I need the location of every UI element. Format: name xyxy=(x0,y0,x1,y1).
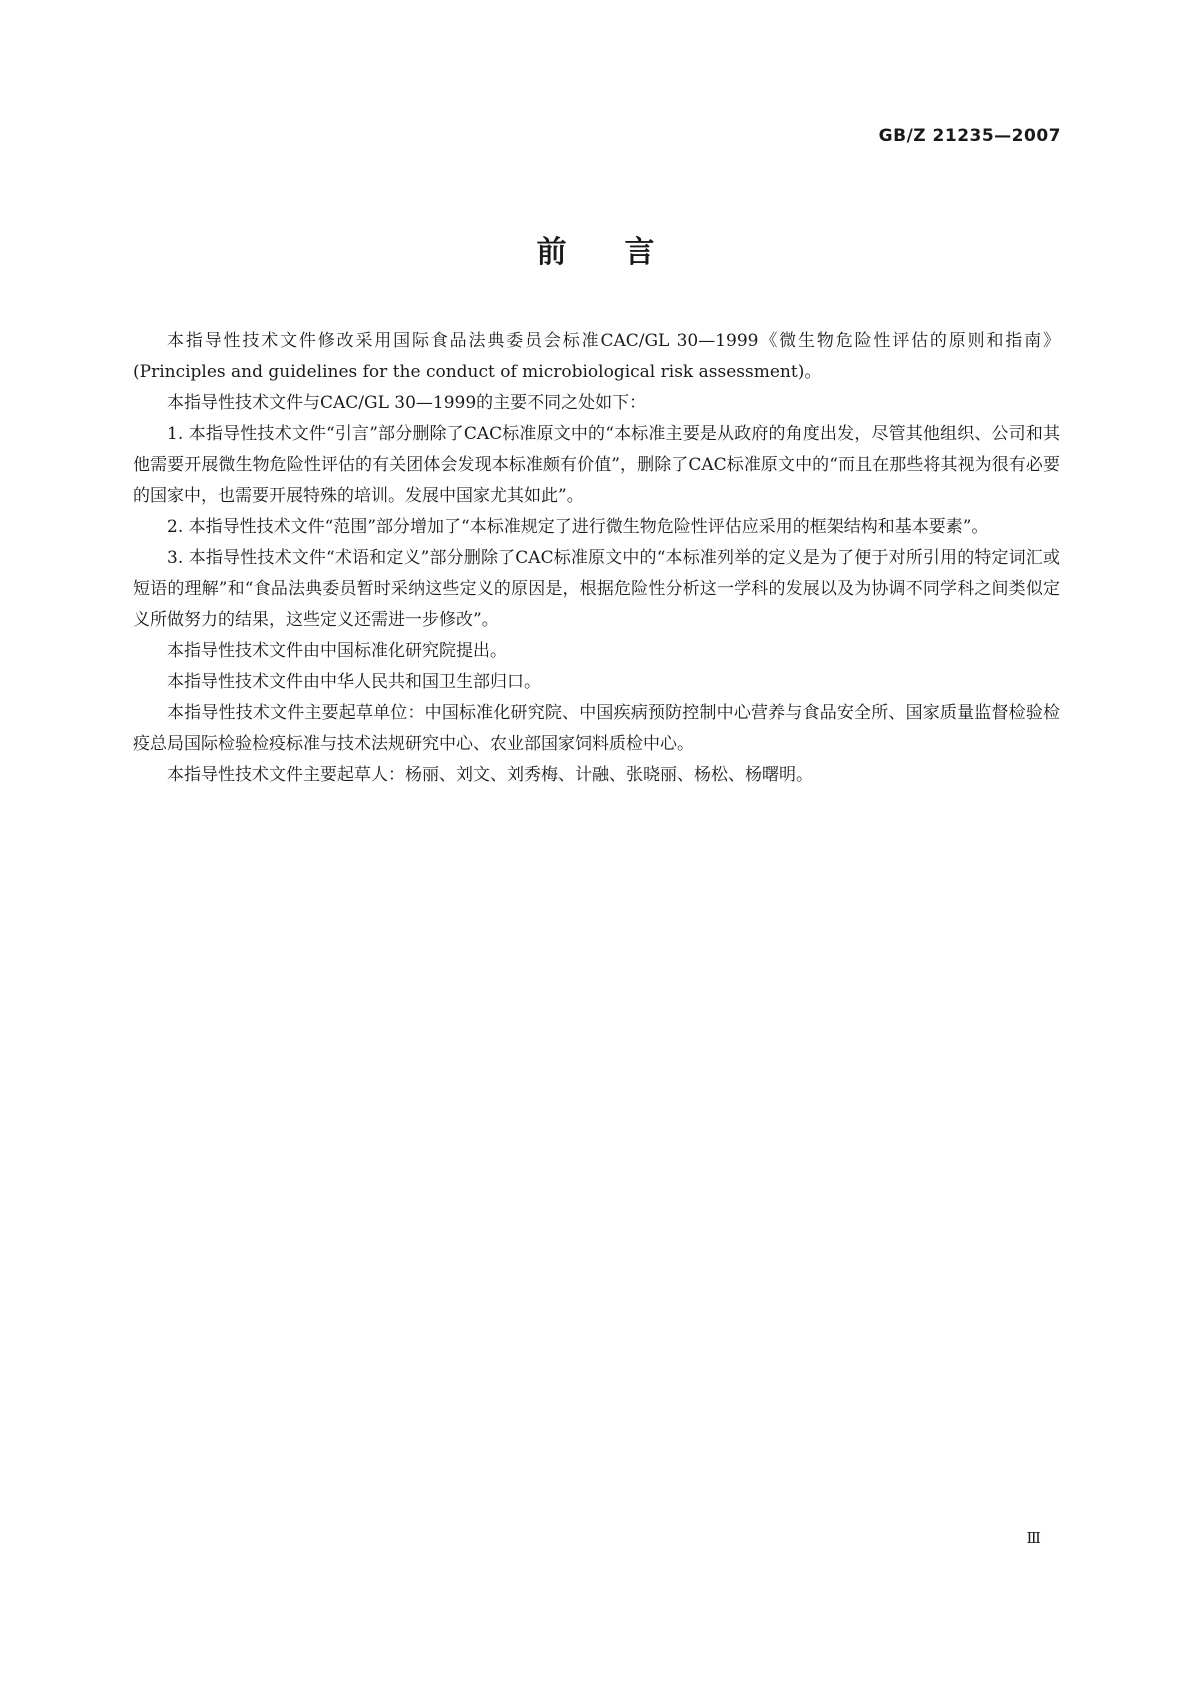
foreword-body xyxy=(133,326,1060,791)
paragraph-adoption: 本指导性技术文件修改采用国际食品法典委员会标准CAC/GL 30—1999《微生物危险性评估的原则和指南》(Principles and guidelines for the conduct of microbiological risk assessment)。 xyxy=(133,331,1060,382)
standard-code: GB/Z 21235—2007 xyxy=(878,126,1061,146)
paragraph-drafters: 本指导性技术文件主要起草人：杨丽、刘文、刘秀梅、计融、张晓丽、杨松、杨曙明。 xyxy=(167,765,813,785)
paragraph-administrator: 本指导性技术文件由中华人民共和国卫生部归口。 xyxy=(167,672,541,692)
paragraph-differences-intro: 本指导性技术文件与CAC/GL 30—1999的主要不同之处如下： xyxy=(167,393,647,413)
paragraph-proposer: 本指导性技术文件由中国标准化研究院提出。 xyxy=(167,641,507,661)
paragraph-difference-3: 3. 本指导性技术文件“术语和定义”部分删除了CAC标准原文中的“本标准列举的定义是为了便于对所引用的特定词汇或短语的理解”和“食品法典委员暂时采纳这些定义的原因是，根据危险性分析这一学科的发展以及为协调不同学科之间类似定义所做努力的结果，这些定义还需进一步修改”。 xyxy=(133,548,1060,630)
page-number: Ⅲ xyxy=(1026,1529,1041,1547)
page-title: 前言 xyxy=(536,235,713,270)
paragraph-difference-1: 1. 本指导性技术文件“引言”部分删除了CAC标准原文中的“本标准主要是从政府的角度出发，尽管其他组织、公司和其他需要开展微生物危险性评估的有关团体会发现本标准颇有价值”，删除了CAC标准原文中的“而且在那些将其视为很有必要的国家中，也需要开展特殊的培训。发展中国家尤其如此”。 xyxy=(133,424,1060,506)
paragraph-drafting-units: 本指导性技术文件主要起草单位：中国标准化研究院、中国疾病预防控制中心营养与食品安全所、国家质量监督检验检疫总局国际检验检疫标准与技术法规研究中心、农业部国家饲料质检中心。 xyxy=(133,703,1060,754)
paragraph-difference-2: 2. 本指导性技术文件“范围”部分增加了“本标准规定了进行微生物危险性评估应采用的框架结构和基本要素”。 xyxy=(167,517,989,537)
